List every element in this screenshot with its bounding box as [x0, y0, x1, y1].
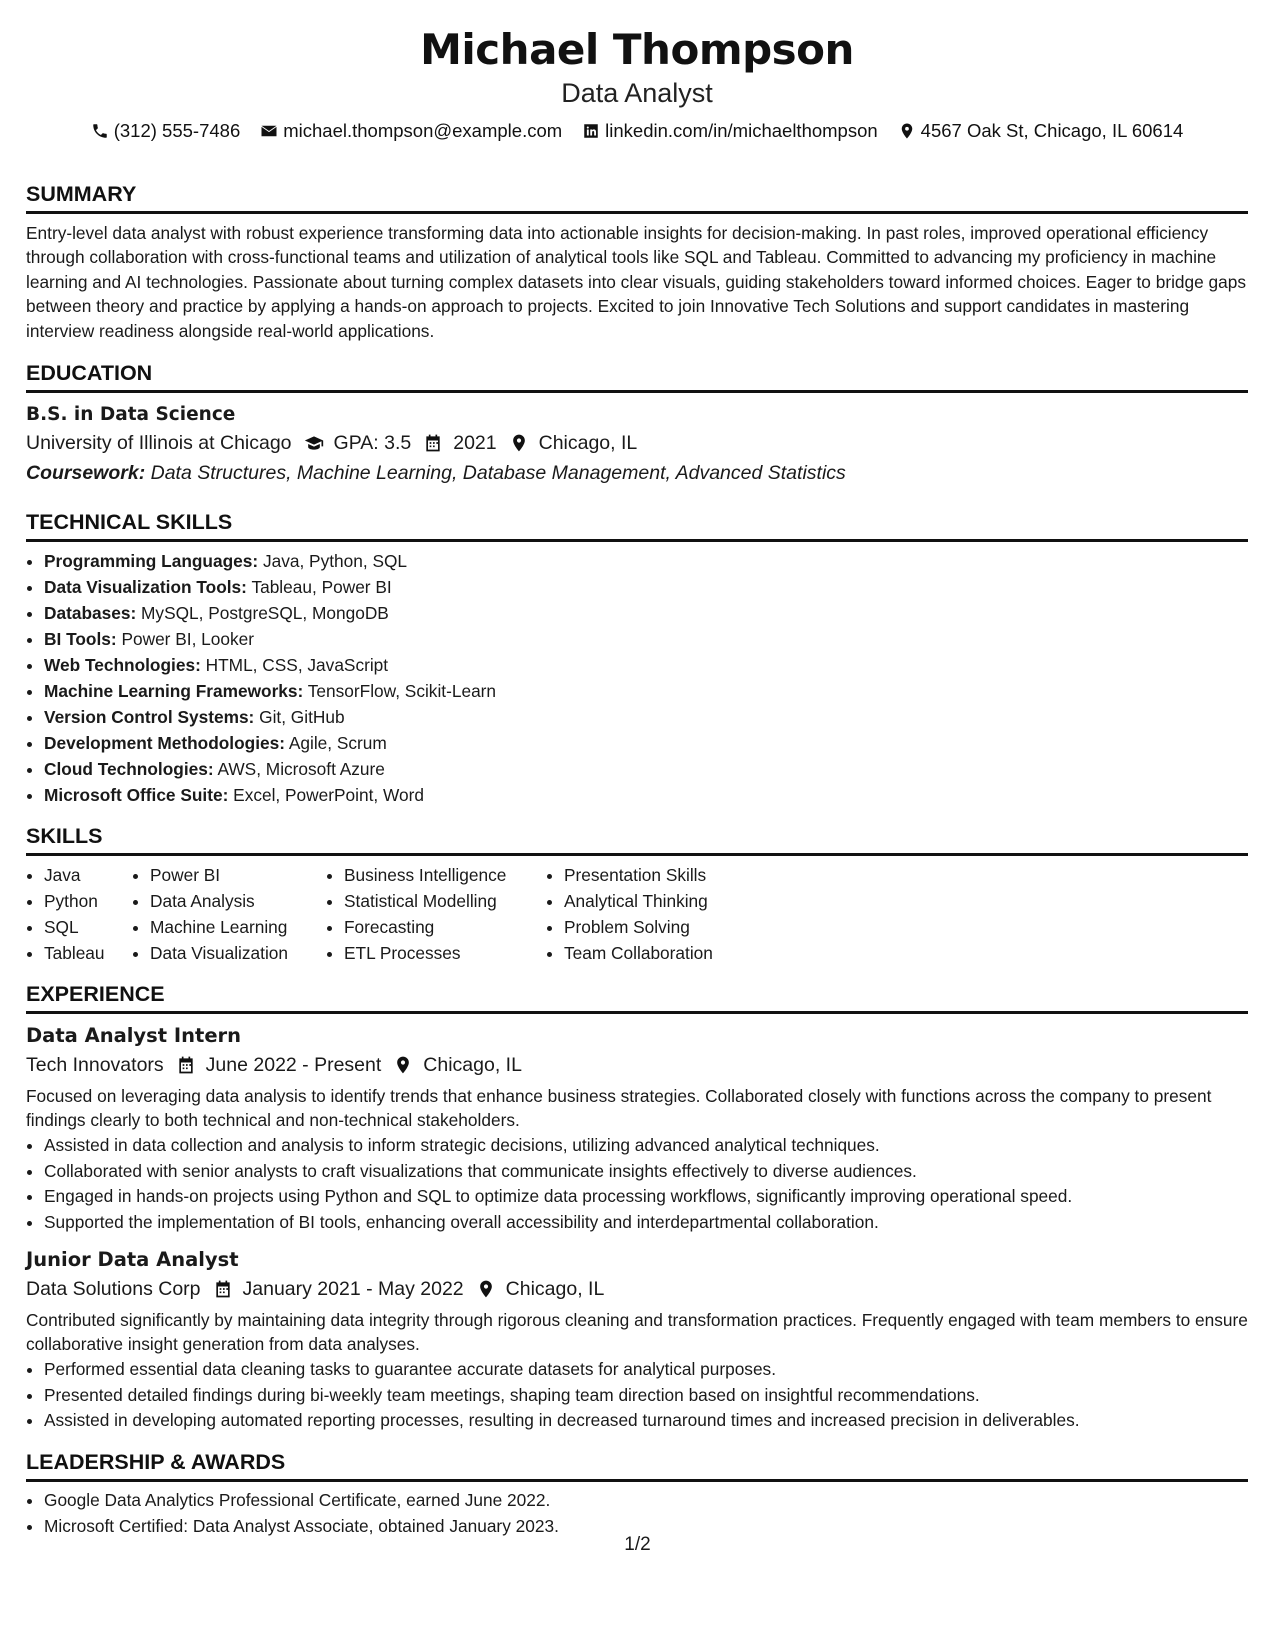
job-dates: June 2022 - Present [205, 1054, 382, 1077]
year-item [411, 428, 496, 458]
email-text: michael.thompson@example.com [283, 120, 563, 141]
skill-label: Development Methodologies: [44, 733, 285, 754]
skills-column-3 [326, 862, 546, 966]
linkedin-icon [582, 122, 600, 140]
list-item: • Presented detailed findings during bi-weekly team meetings, shaping team direction based on insightful recommendations. [44, 1383, 1248, 1409]
skills-column-1 [26, 862, 132, 966]
list-item: • Data Visualization [150, 940, 326, 966]
job-location: Chicago, IL [423, 1054, 522, 1077]
list-item [44, 704, 1248, 730]
skill-label: Machine Learning Frameworks: [44, 681, 304, 702]
job-dates-item [164, 1050, 382, 1080]
list-item: • Team Collaboration [564, 940, 784, 966]
technical-skills-list [26, 548, 1248, 808]
skill-label: Programming Languages: [44, 551, 259, 572]
job-location: Chicago, IL [505, 1278, 605, 1301]
degree: B.S. in Data Science [26, 404, 236, 426]
job-meta [26, 1274, 1248, 1304]
skills-heading: SKILLS [26, 822, 1248, 856]
summary-heading: SUMMARY [26, 180, 1248, 214]
education-location: Chicago, IL [538, 432, 638, 455]
list-item: • Statistical Modelling [344, 888, 546, 914]
list-item: • Forecasting [344, 914, 546, 940]
experience-heading: EXPERIENCE [26, 980, 1248, 1014]
skill-value: TensorFlow, Scikit-Learn [307, 681, 497, 702]
coursework-text: Data Structures, Machine Learning, Database Management, Advanced Statistics [150, 462, 846, 485]
list-item [44, 730, 1248, 756]
skill-value: HTML, CSS, JavaScript [205, 655, 389, 676]
list-item: • Power BI [150, 862, 326, 888]
awards-list [26, 1488, 1248, 1540]
list-item: • Assisted in data collection and analysis to inform strategic decisions, utilizing advanced analytical techniques. [44, 1133, 1248, 1159]
linkedin-text: linkedin.com/in/michaelthompson [605, 120, 878, 141]
candidate-title: Data Analyst [561, 78, 713, 108]
company-name: Tech Innovators [26, 1054, 164, 1077]
job-title: Data Analyst Intern [26, 1024, 242, 1048]
list-item: • ETL Processes [344, 940, 546, 966]
list-item: • Machine Learning [150, 914, 326, 940]
skill-value: AWS, Microsoft Azure [217, 759, 385, 780]
skill-value: Git, GitHub [259, 707, 345, 728]
list-item: • Data Analysis [150, 888, 326, 914]
map-pin-icon [393, 1055, 413, 1075]
job-location-item [381, 1050, 522, 1080]
list-item [44, 678, 1248, 704]
list-item [44, 626, 1248, 652]
education-location-item [497, 428, 638, 458]
calendar-icon [213, 1279, 233, 1299]
school-name: University of Illinois at Chicago [26, 432, 292, 455]
list-item: • Engaged in hands-on projects using Python and SQL to optimize data processing workflows, significantly improving operational speed. [44, 1184, 1248, 1210]
map-pin-icon [509, 433, 529, 453]
skill-value: Excel, PowerPoint, Word [233, 785, 424, 806]
list-item [44, 600, 1248, 626]
calendar-icon [176, 1055, 196, 1075]
list-item: • Python [44, 888, 132, 914]
envelope-icon [260, 122, 278, 140]
list-item [44, 548, 1248, 574]
skills-column-4 [546, 862, 784, 966]
company-name: Data Solutions Corp [26, 1278, 201, 1301]
skill-label: Microsoft Office Suite: [44, 785, 229, 806]
skill-value: Java, Python, SQL [262, 551, 408, 572]
job-entry [26, 1022, 1248, 1236]
job-dates-item [201, 1274, 464, 1304]
map-pin-icon [898, 122, 916, 140]
skill-label: Version Control Systems: [44, 707, 255, 728]
skill-value: MySQL, PostgreSQL, MongoDB [141, 603, 389, 624]
skill-value: Power BI, Looker [121, 629, 255, 650]
contact-phone[interactable] [91, 118, 241, 144]
job-summary: Contributed significantly by maintaining data integrity through rigorous cleaning and transformation practices. Frequently engaged with team members to ensure collaborative insight generation from data analyses. [26, 1310, 1248, 1355]
list-item: • Google Data Analytics Professional Certificate, earned June 2022. [44, 1488, 1248, 1514]
skill-value: Agile, Scrum [288, 733, 387, 754]
calendar-icon [423, 433, 443, 453]
year-text: 2021 [453, 432, 497, 455]
contact-email[interactable] [260, 118, 562, 144]
job-location-item [464, 1274, 605, 1304]
list-item: • Problem Solving [564, 914, 784, 940]
job-bullets [26, 1133, 1248, 1236]
skill-label: Databases: [44, 603, 137, 624]
skill-label: Web Technologies: [44, 655, 201, 676]
job-dates: January 2021 - May 2022 [242, 1278, 464, 1301]
skill-label: Data Visualization Tools: [44, 577, 247, 598]
skill-label: BI Tools: [44, 629, 117, 650]
technical-skills-heading: TECHNICAL SKILLS [26, 508, 1248, 542]
list-item: • Analytical Thinking [564, 888, 784, 914]
list-item [44, 652, 1248, 678]
skill-value: Tableau, Power BI [251, 577, 392, 598]
resume-page [26, 0, 1248, 1540]
awards-heading: LEADERSHIP & AWARDS [26, 1448, 1248, 1482]
list-item: • Java [44, 862, 132, 888]
list-item: • Assisted in developing automated reporting processes, resulting in decreased turnaround times and increased precision in deliverables. [44, 1408, 1248, 1434]
summary-text: Entry-level data analyst with robust experience transforming data into actionable insights for decision-making. In past roles, improved operational efficiency through collaboration with cross-functional teams and utilization of analytical tools like SQL and Tableau. Committed to advancing my proficiency in machine learning and AI technologies. Passionate about turning complex datasets into clear visuals, guiding stakeholders toward informed choices. Eager to bridge gaps between theory and practice by applying a hands-on approach to projects. Excited to join Innovative Tech Solutions and support candidates in mastering interview readiness alongside real-world applications. [26, 223, 1247, 341]
education-meta [26, 428, 1248, 458]
list-item [44, 782, 1248, 808]
page-number: 1/2 [624, 1534, 651, 1555]
list-item: • Collaborated with senior analysts to craft visualizations that communicate insights effectively to diverse audiences. [44, 1159, 1248, 1185]
contact-bar [26, 118, 1248, 144]
coursework [26, 458, 1248, 488]
job-title: Junior Data Analyst [26, 1248, 239, 1272]
contact-linkedin[interactable] [582, 118, 878, 144]
skill-label: Cloud Technologies: [44, 759, 214, 780]
gpa-text: GPA: 3.5 [333, 432, 412, 455]
candidate-name: Michael Thompson [420, 25, 854, 74]
coursework-label: Coursework: [26, 462, 146, 485]
address-text: 4567 Oak St, Chicago, IL 60614 [920, 120, 1184, 141]
job-meta [26, 1050, 1248, 1080]
phone-icon [91, 122, 109, 140]
job-summary: Focused on leveraging data analysis to identify trends that enhance business strategies. Collaborated closely with functions across the company to present findings clearly to both technical and non-technical stakeholders. [26, 1086, 1212, 1131]
list-item [44, 574, 1248, 600]
list-item: • Business Intelligence [344, 862, 546, 888]
skills-columns [26, 862, 1248, 966]
list-item: • Tableau [44, 940, 132, 966]
map-pin-icon [476, 1279, 496, 1299]
job-bullets [26, 1357, 1248, 1434]
list-item: • Presentation Skills [564, 862, 784, 888]
education-heading: EDUCATION [26, 359, 1248, 393]
skills-column-2 [132, 862, 326, 966]
contact-address [898, 118, 1184, 144]
gpa-item [292, 428, 412, 458]
list-item: • Performed essential data cleaning tasks to guarantee accurate datasets for analytical purposes. [44, 1357, 1248, 1383]
graduation-cap-icon [304, 433, 324, 453]
list-item: • Microsoft Certified: Data Analyst Associate, obtained January 2023. [44, 1514, 1248, 1540]
list-item: • SQL [44, 914, 132, 940]
job-entry [26, 1246, 1248, 1434]
phone-text: (312) 555-7486 [113, 120, 241, 141]
list-item [44, 756, 1248, 782]
list-item: • Supported the implementation of BI tools, enhancing overall accessibility and interdepartmental collaboration. [44, 1210, 1248, 1236]
